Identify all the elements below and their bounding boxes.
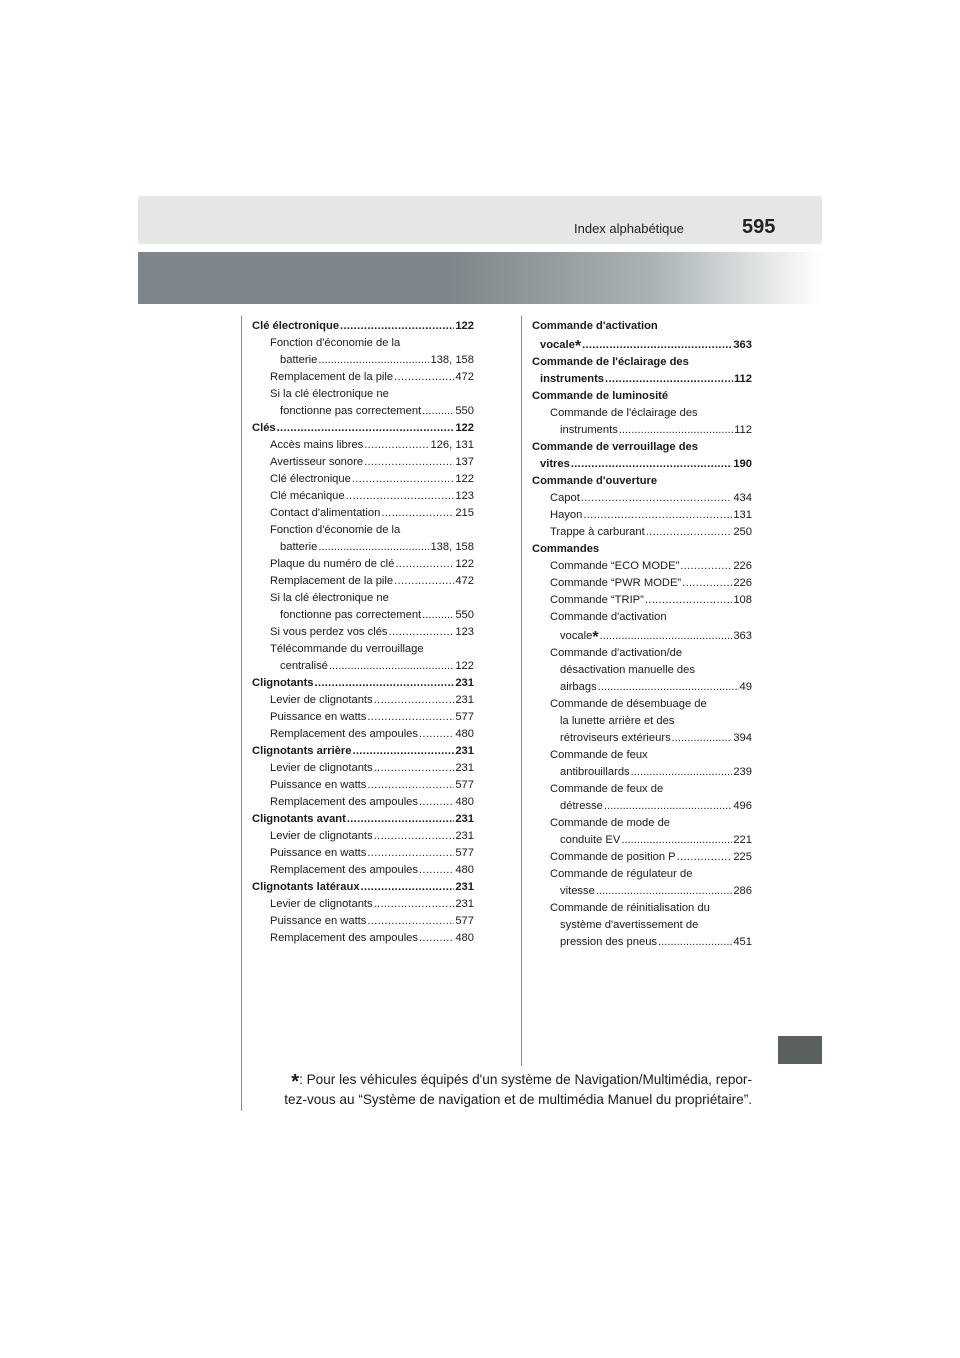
index-subentry: Commande d'activation/de <box>550 647 683 659</box>
index-subentry: centralisé ..... 122 <box>252 658 474 675</box>
index-entry: Clignotants ..... 231 <box>252 675 474 692</box>
index-subentry: Télécommande du verrouillage <box>270 643 424 655</box>
index-subentry: Commande de l'éclairage des <box>550 407 698 419</box>
index-entry: Clés ..... 122 <box>252 420 474 437</box>
index-subentry: Remplacement des ampoules ..... 480 <box>252 794 474 811</box>
index-subentry: pression des pneus ..... 451 <box>532 934 752 951</box>
footnote-marker: * <box>291 1071 300 1093</box>
index-subentry: Hayon ..... 131 <box>532 507 752 524</box>
page-number: 595 <box>742 216 776 238</box>
index-subentry: Accès mains libres ..... 126, 131 <box>252 437 474 454</box>
index-subentry: Trappe à carburant ..... 250 <box>532 524 752 541</box>
index-subentry: Puissance en watts ..... 577 <box>252 709 474 726</box>
index-column-left <box>252 318 474 947</box>
index-subentry: Si vous perdez vos clés ..... 123 <box>252 624 474 641</box>
index-subentry: Commande de feux de <box>550 783 664 795</box>
index-subentry: antibrouillards ..... 239 <box>532 764 752 781</box>
index-entry: Clignotants arrière ..... 231 <box>252 743 474 760</box>
index-subentry: vitesse ..... 286 <box>532 883 752 900</box>
section-tab <box>778 1036 822 1064</box>
index-subentry: rétroviseurs extérieurs ..... 394 <box>532 730 752 747</box>
section-title: Index alphabétique <box>574 221 684 236</box>
index-entry: vitres ..... 190 <box>532 456 752 473</box>
index-subentry: Levier de clignotants ..... 231 <box>252 896 474 913</box>
index-subentry: Clé mécanique ..... 123 <box>252 488 474 505</box>
index-column-right <box>532 318 752 951</box>
index-subentry: Commande “PWR MODE” ..... 226 <box>532 575 752 592</box>
index-entry: Commande de verrouillage des <box>532 441 698 453</box>
index-subentry: la lunette arrière et des <box>560 715 675 727</box>
index-subentry: système d'avertissement de <box>560 919 699 931</box>
index-subentry: Levier de clignotants ..... 231 <box>252 760 474 777</box>
index-subentry: Commande de feux <box>550 749 648 761</box>
index-subentry: Remplacement de la pile ..... 472 <box>252 573 474 590</box>
index-subentry: Avertisseur sonore ..... 137 <box>252 454 474 471</box>
index-subentry: batterie ..... 138, 158 <box>252 539 474 556</box>
index-subentry: Commande de réinitialisation du <box>550 902 710 914</box>
index-subentry: conduite EV ..... 221 <box>532 832 752 849</box>
index-entry: vocale* ..... 363 <box>532 335 752 354</box>
footnote-line: tez-vous au “Système de navigation et de multimédia Manuel du propriétaire”. <box>284 1092 752 1107</box>
index-subentry: Commande “TRIP” ..... 108 <box>532 592 752 609</box>
index-subentry: batterie ..... 138, 158 <box>252 352 474 369</box>
index-subentry: Puissance en watts ..... 577 <box>252 913 474 930</box>
margin-rule <box>241 316 242 1111</box>
index-subentry: Commande de régulateur de <box>550 868 693 880</box>
index-entry: Clé électronique ..... 122 <box>252 318 474 335</box>
index-entry: Commande de l'éclairage des <box>532 356 689 368</box>
index-subentry: Commande de mode de <box>550 817 671 829</box>
index-subentry: Fonction d'économie de la <box>270 337 401 349</box>
header-bar <box>138 196 822 244</box>
index-subentry: Commande d'activation <box>550 611 667 623</box>
index-subentry: Capot ..... 434 <box>532 490 752 507</box>
index-subentry: désactivation manuelle des <box>560 664 695 676</box>
index-entry: Commandes <box>532 543 600 555</box>
index-subentry: airbags ..... 49 <box>532 679 752 696</box>
index-subentry: Commande de désembuage de <box>550 698 707 710</box>
header-banner <box>138 252 822 304</box>
index-subentry: Contact d'alimentation ..... 215 <box>252 505 474 522</box>
index-subentry: Plaque du numéro de clé ..... 122 <box>252 556 474 573</box>
index-subentry: fonctionne pas correctement ..... 550 <box>252 403 474 420</box>
index-subentry: Remplacement des ampoules ..... 480 <box>252 930 474 947</box>
index-entry: Clignotants avant ..... 231 <box>252 811 474 828</box>
index-subentry: Remplacement de la pile ..... 472 <box>252 369 474 386</box>
index-subentry: détresse ..... 496 <box>532 798 752 815</box>
footnote <box>262 1068 752 1110</box>
index-subentry: vocale* ..... 363 <box>532 626 752 645</box>
index-entry: Commande de luminosité <box>532 390 669 402</box>
index-entry: Commande d'activation <box>532 320 658 332</box>
index-subentry: Levier de clignotants ..... 231 <box>252 692 474 709</box>
index-subentry: Fonction d'économie de la <box>270 524 401 536</box>
index-entry: instruments ..... 112 <box>532 371 752 388</box>
index-subentry: Puissance en watts ..... 577 <box>252 777 474 794</box>
index-subentry: Si la clé électronique ne <box>270 592 389 604</box>
index-subentry: Remplacement des ampoules ..... 480 <box>252 726 474 743</box>
index-subentry: instruments ..... 112 <box>532 422 752 439</box>
index-subentry: fonctionne pas correctement ..... 550 <box>252 607 474 624</box>
index-subentry: Commande “ECO MODE” ..... 226 <box>532 558 752 575</box>
index-subentry: Levier de clignotants ..... 231 <box>252 828 474 845</box>
index-entry: Clignotants latéraux ..... 231 <box>252 879 474 896</box>
footnote-line: *: Pour les véhicules équipés d'un système de Navigation/Multimédia, repor- <box>291 1071 752 1093</box>
index-subentry: Remplacement des ampoules ..... 480 <box>252 862 474 879</box>
index-subentry: Si la clé électronique ne <box>270 388 389 400</box>
index-subentry: Puissance en watts ..... 577 <box>252 845 474 862</box>
column-divider <box>521 316 522 1066</box>
index-subentry: Commande de position P ..... 225 <box>532 849 752 866</box>
index-entry: Commande d'ouverture <box>532 475 658 487</box>
index-subentry: Clé électronique ..... 122 <box>252 471 474 488</box>
